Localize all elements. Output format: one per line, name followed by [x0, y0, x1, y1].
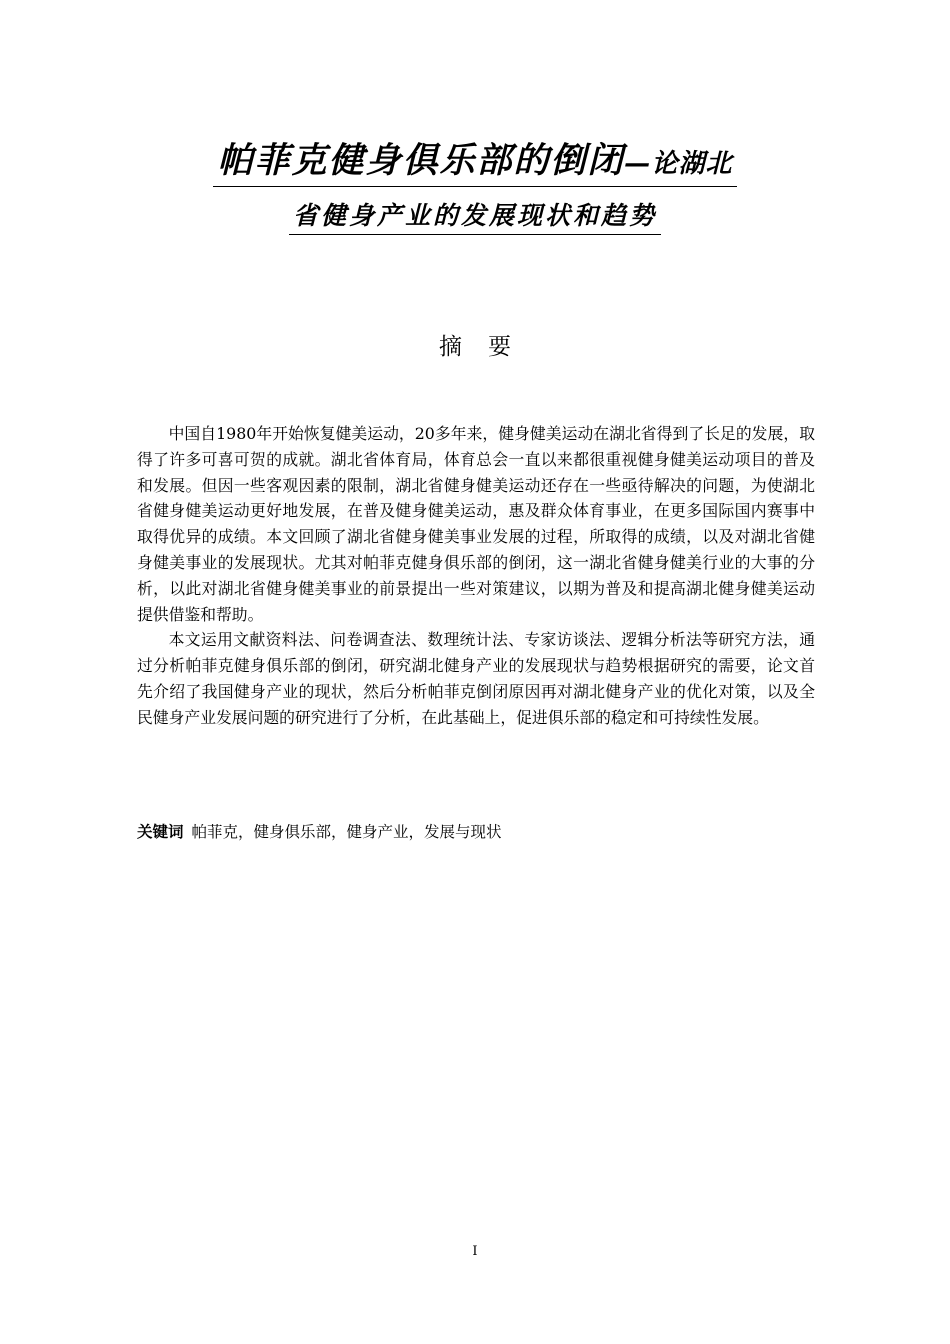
page-number: I	[472, 1244, 478, 1259]
title-line-1	[213, 140, 736, 187]
keywords-line	[137, 820, 815, 844]
title-suffix: —论湖北	[624, 149, 733, 179]
keywords-label: 关键词	[137, 823, 184, 841]
title-main: 帕菲克健身俱乐部的倒闭	[217, 141, 625, 181]
abstract-heading: 摘要	[439, 334, 537, 360]
title-line-2: 省健身产业的发展现状和趋势	[289, 201, 661, 235]
abstract-paragraph-2: 本文运用文献资料法、问卷调查法、数理统计法、专家访谈法、逻辑分析法等研究方法，通过分析帕菲克健身俱乐部的倒闭，研究湖北健身产业的发展现状与趋势根据研究的需要，论文首先介绍了我国健身产业的现状，然后分析帕菲克倒闭原因再对湖北健身产业的优化对策，以及全民健身产业发展问题的研究进行了分析，在此基础上，促进俱乐部的稳定和可持续性发展。	[137, 630, 815, 727]
abstract-paragraph-1: 中国自1980年开始恢复健美运动，20多年来，健身健美运动在湖北省得到了长足的发展，取得了许多可喜可贺的成就。湖北省体育局，体育总会一直以来都很重视健身健美运动项目的普及和发展。但因一些客观因素的限制，湖北省健身健美运动还存在一些亟待解决的问题，为使湖北省健身健美运动更好地发展，在普及健身健美运动，惠及群众体育事业，在更多国际国内赛事中取得优异的成绩。本文回顾了湖北省健身健美事业发展的过程，所取得的成绩，以及对湖北省健身健美事业的发展现状。尤其对帕菲克健身俱乐部的倒闭，这一湖北省健身健美行业的大事的分析，以此对湖北省健身健美事业的前景提出一些对策建议，以期为普及和提高湖北健身健美运动提供借鉴和帮助。	[137, 424, 815, 624]
keywords-text: 帕菲克，健身俱乐部，健身产业，发展与现状	[191, 823, 502, 841]
abstract-body	[137, 421, 815, 731]
title-block	[130, 140, 820, 235]
